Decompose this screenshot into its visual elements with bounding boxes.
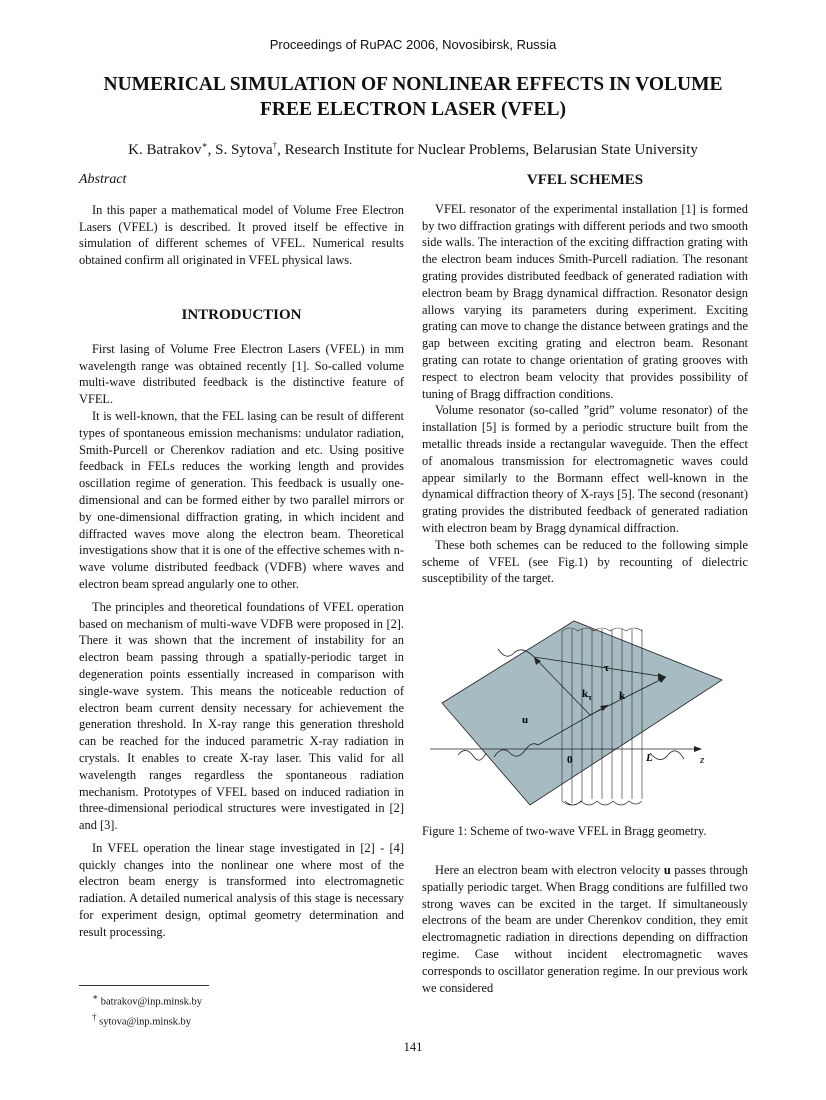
k-tau-label: $k_\tau$ [582, 688, 592, 703]
intro-paragraph-1: First lasing of Volume Free Electron Lasers (VFEL) in mm wavelength range was obtained recently [1]. So-called volume multi-wave distributed feedback is the distinctive feature of VFEL. [79, 341, 404, 407]
right-column [422, 172, 748, 996]
abstract-heading: Abstract [79, 172, 127, 187]
running-header: Proceedings of RuPAC 2006, Novosibirsk, Russia [269, 37, 557, 52]
author-2: S. Sytova [215, 142, 273, 158]
footnote-1: ∗ batrakov@inp.minsk.by [92, 992, 202, 1008]
velocity-symbol: u [663, 862, 671, 877]
figure-1 [422, 595, 748, 815]
entry-wave [458, 751, 486, 761]
tau-label: τ [604, 662, 610, 675]
footnote-mark-2: † [272, 140, 278, 150]
author-line: K. Batrakov∗, S. Sytova†, Research Institute for Nuclear Problems, Belarusian State University [128, 140, 698, 158]
footnote-mark-1: ∗ [201, 140, 208, 150]
paper-title [60, 72, 766, 122]
abstract-text: In this paper a mathematical model of Volume Free Electron Lasers (VFEL) is described. It proved itself be effective in simulation of different schemes of VFEL. Numerical results obtained confirm all originated in VFEL physical laws. [79, 202, 404, 268]
footnote-2: † sytova@inp.minsk.by [92, 1011, 192, 1027]
left-column [79, 172, 404, 941]
figure-caption: Figure 1: Scheme of two-wave VFEL in Bragg geometry. [422, 824, 707, 839]
origin-label: 0 [567, 754, 573, 767]
footnotes [92, 990, 202, 1029]
schemes-paragraph-1: VFEL resonator of the experimental installation [1] is formed by two diffraction gratings with different periods and two smooth side walls. The interaction of the exciting diffraction grating with the electron beam induces Smith-Purcell radiation. The resonant grating provides distributed feedback of generated radiation with electron beam by Bragg dynamical diffraction. Resonator design allows varying its parameters during experiment. Exciting grating can move to change the distance between gratings and the gap between exciting grating and electron beam. Resonant grating can rotate to change orientation of grating grooves with respect to electron beam velocity that provides possibility of tuning of Bragg diffraction conditions. [422, 201, 748, 401]
schemes-paragraph-3: These both schemes can be reduced to the following simple scheme of VFEL (see Fig.1) by recounting of dielectric susceptibility of the target. [422, 537, 748, 586]
introduction-heading: INTRODUCTION [181, 306, 302, 323]
footnote-rule [79, 985, 209, 986]
vfel-scheme-diagram [422, 595, 748, 815]
affiliation: Research Institute for Nuclear Problems, Belarusian State University [284, 142, 698, 158]
z-axis-arrow [694, 746, 702, 752]
page-number: 141 [403, 1040, 423, 1054]
z-axis-label: z [700, 754, 705, 767]
u-label: u [522, 714, 529, 727]
vfel-schemes-heading: VFEL SCHEMES [526, 172, 644, 188]
length-label: L [646, 752, 653, 765]
intro-paragraph-3: The principles and theoretical foundations of VFEL operation based on mechanism of multi-wave VDFB were proposed in [2]. There it was shown that the increment of instability for an electron beam passing through a spatially-periodic target in degeneration points essentially increased in comparison with single-wave system. This means the noticeable reduction of electron beam current density necessary for achievement the generation threshold. In X-ray range this generation threshold can be reached for the induced parametric X-ray radiation in crystals. It enables to create X-ray laser. This valid for all wavelength ranges regardless the spontaneous radiation mechanism. Prototypes of VFEL based on induced radiation in three-dimensional periodical structures were investigated in [2] and [3]. [79, 599, 404, 833]
title-line-2: FREE ELECTRON LASER (VFEL) [259, 99, 567, 120]
schemes-paragraph-2: Volume resonator (so-called ”grid” volume resonator) of the installation [5] is formed by a periodic structure built from the metallic threads inside a rectangular waveguide. Then the effect of anomalous transmission for electromagnetic waves could appear similarly to the Bormann effect well-known in the dynamical diffraction theory of X-rays [5]. The second (resonant) grating provides the distributed feedback of generated radiation with electron beam by Bragg dynamical diffraction. [422, 403, 748, 535]
intro-paragraph-2: It is well-known, that the FEL lasing can be result of different types of spontaneous emission mechanisms: undulator radiation, Smith-Purcell or Cherenkov radiation and etc. Using positive feedback in FELs reduces the working length and provides oscillation regime of generation. This feedback is usually one-dimensional and can be formed either by two parallel mirrors or by one-dimensional diffraction grating, in which incident and diffracted waves move along the electron beam. Theoretical investigations show that it is one of the effective schemes with n-wave volume distributed feedback (VDFB) where waves and electron beam spread angularly one to other. [79, 408, 404, 591]
k-label: k [619, 690, 626, 703]
schemes-paragraph-4: Here an electron beam with electron velocity u passes through spatially periodic target. When Bragg conditions are fulfilled two strong waves can be excited in the target. If simultaneously electrons of the beam are under Cherenkov condition, they emit electromagnetic radiation in directions depending on diffraction regime. Case without incident electromagnetic waves corresponds to oscillator generation regime. In our previous work we considered [422, 862, 748, 995]
intro-paragraph-4: In VFEL operation the linear stage investigated in [2] - [4] quickly changes into the nonlinear one where most of the electron beam energy is transformed into electromagnetic radiation. A detailed numerical analysis of this stage is necessary for experiment design, optimal geometry determination and result processing. [79, 840, 404, 939]
title-line-1: NUMERICAL SIMULATION OF NONLINEAR EFFECTS IN VOLUME [103, 74, 723, 95]
exit-wave [650, 751, 684, 760]
author-1: K. Batrakov [128, 142, 202, 158]
